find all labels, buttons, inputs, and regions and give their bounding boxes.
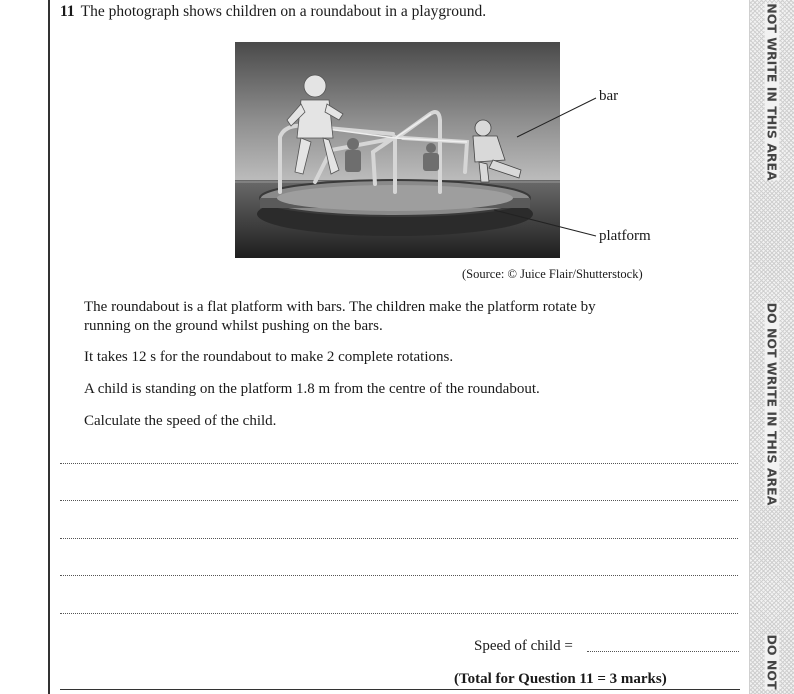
- platform-label: platform: [599, 228, 651, 244]
- margin-warning-top: NOT WRITE IN THIS AREA: [764, 3, 780, 181]
- speed-answer-line[interactable]: [587, 651, 739, 652]
- platform-leader-line: [494, 210, 596, 236]
- paragraph-instruction: Calculate the speed of the child.: [84, 413, 277, 429]
- paragraph-rotation-time: It takes 12 s for the roundabout to make 2 complete rotations.: [84, 349, 454, 365]
- answer-line[interactable]: [60, 500, 738, 501]
- paragraph-line: The roundabout is a flat platform with bars. The children make the platform rotate by: [84, 299, 596, 315]
- paragraph-distance: A child is standing on the platform 1.8 m from the centre of the roundabout.: [84, 381, 540, 397]
- margin-warning-bottom: DO NOT: [764, 634, 780, 690]
- answer-line[interactable]: [60, 538, 738, 539]
- paragraph-description: [84, 298, 596, 336]
- bar-leader-line: [517, 98, 596, 137]
- paragraph-line: running on the ground whilst pushing on the bars.: [84, 318, 383, 334]
- total-marks: (Total for Question 11 = 3 marks): [454, 671, 667, 687]
- photo-source: (Source: © Juice Flair/Shutterstock): [462, 267, 643, 281]
- bar-label: bar: [599, 88, 619, 104]
- answer-line[interactable]: [60, 613, 738, 614]
- answer-line[interactable]: [60, 575, 738, 576]
- answer-line[interactable]: [60, 463, 738, 464]
- question-intro: The photograph shows children on a roundabout in a playground.: [80, 3, 487, 20]
- margin-warning-middle: DO NOT WRITE IN THIS AREA: [764, 302, 780, 506]
- speed-of-child-label: Speed of child =: [474, 638, 573, 654]
- bottom-rule: [60, 689, 740, 690]
- question-number: 11: [60, 3, 75, 20]
